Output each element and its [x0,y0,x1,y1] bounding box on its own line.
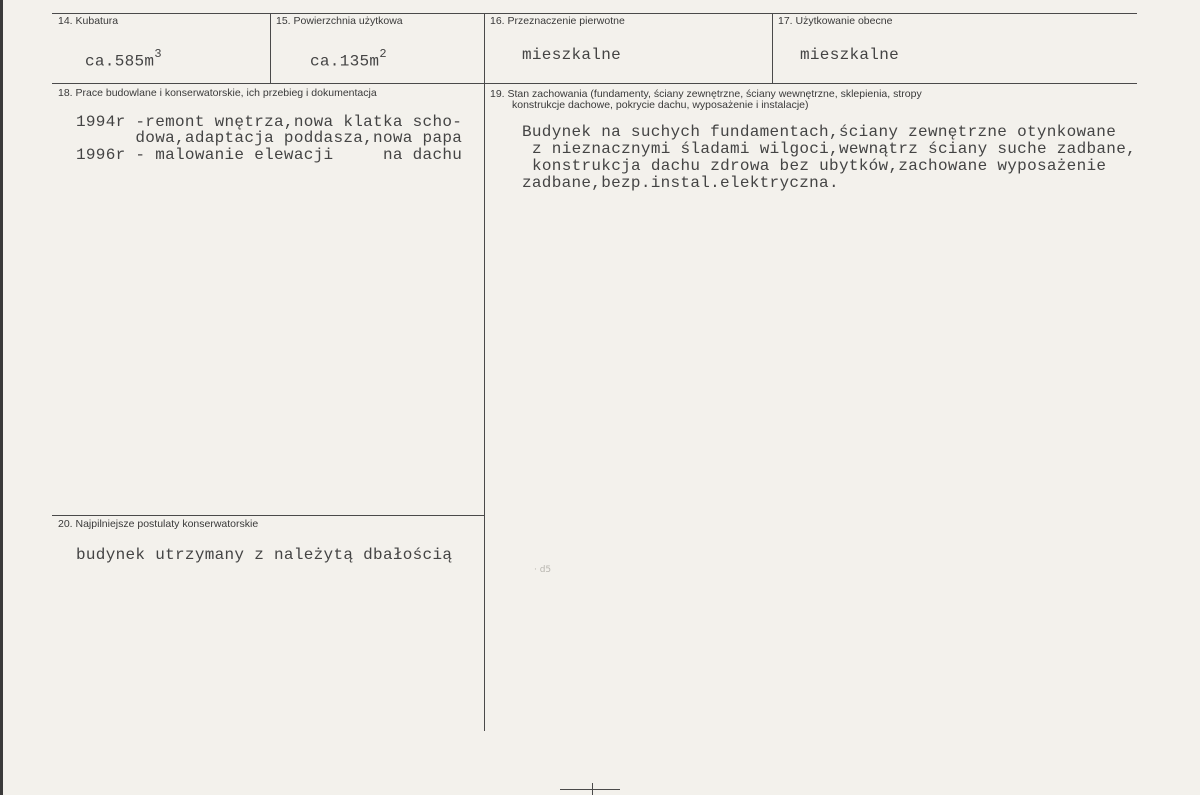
field-20-value: budynek utrzymany z należytą dbałością [76,546,453,564]
field-15-text: ca.135m [310,52,380,71]
faint-pencil-mark: · d5 [534,565,552,575]
field-15-label: 15. Powierzchnia użytkowa [276,15,403,27]
top-border [52,13,1137,14]
row-divider-1 [52,83,1137,84]
field-18-line-2: dowa,adaptacja poddasza,nowa papa [76,129,463,147]
field-17-value: mieszkalne [800,46,900,64]
field-19-line-4: zadbane,bezp.instal.elektryczna. [522,174,839,192]
field-14-label: 14. Kubatura [58,15,119,27]
bottom-tick [560,789,620,790]
field-19-label-2: konstrukcje dachowe, pokrycie dachu, wyposażenie i instalacje) [512,99,809,111]
bottom-tick-v [592,783,593,795]
col-divider-main [484,13,485,731]
field-19-line-3: konstrukcja dachu zdrowa bez ubytków,zachowane wyposażenie [532,157,1107,175]
field-16-label: 16. Przeznaczenie pierwotne [490,15,625,27]
left-divider [52,515,484,516]
col-divider-1 [270,13,271,83]
field-20-label: 20. Najpilniejsze postulaty konserwatorskie [58,518,259,530]
scan-edge [0,0,3,795]
field-15-value [310,48,387,69]
field-19-line-2: z nieznacznymi śladami wilgoci,wewnątrz ściany suche zadbane, [532,140,1136,158]
field-17-label: 17. Użytkowanie obecne [778,15,893,27]
col-divider-3 [772,13,773,83]
field-14-text: ca.585m [85,52,155,71]
field-18-line-1: 1994r -remont wnętrza,nowa klatka scho- [76,113,463,131]
field-18-label: 18. Prace budowlane i konserwatorskie, ich przebieg i dokumentacja [58,87,377,99]
field-14-value [85,48,162,69]
field-14-sup: 3 [154,47,162,61]
field-16-value: mieszkalne [522,46,622,64]
field-15-sup: 2 [379,47,387,61]
field-19-line-1: Budynek na suchych fundamentach,ściany zewnętrzne otynkowane [522,123,1117,141]
field-18-line-3: 1996r - malowanie elewacji na dachu [76,146,463,164]
field-19-label-1: 19. Stan zachowania (fundamenty, ściany zewnętrzne, ściany wewnętrzne, sklepienia, stropy [490,88,922,100]
